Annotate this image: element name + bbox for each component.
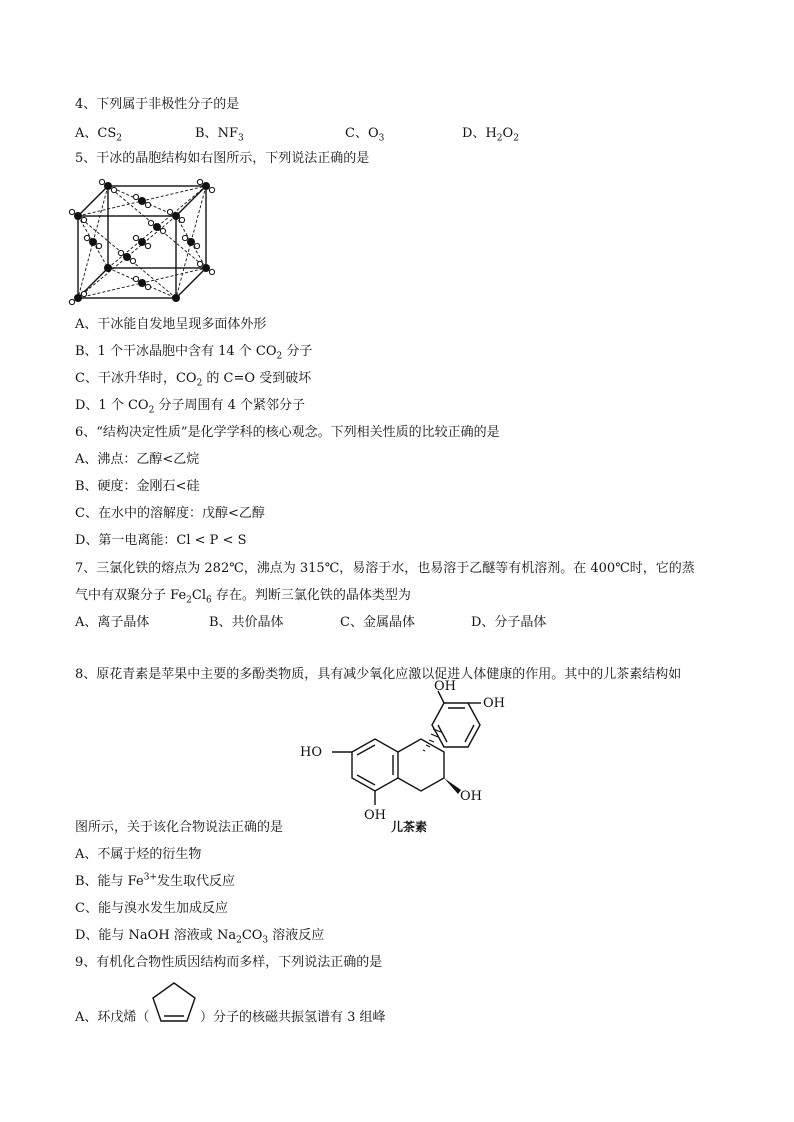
catechin-caption: 儿茶素 bbox=[391, 820, 428, 834]
q8-stem-line1: 8、原花青素是苹果中主要的多酚类物质，具有减少氧化应激以促进人体健康的作用。其中的儿茶素结构如 bbox=[75, 667, 682, 682]
q5-option-c: C、干冰升华时，$CO_2$ 的 C=O 受到破坏 bbox=[75, 371, 312, 389]
q7-stem-line2: 气中有双聚分子 $Fe_2Cl_6$ 存在。判断三氯化铁的晶体类型为 bbox=[75, 588, 411, 606]
q7-stem-line1: 7、三氯化铁的熔点为 282℃，沸点为 315℃，易溶于水，也易溶于乙醚等有机溶剂。在 400℃时，它的蒸 bbox=[75, 561, 695, 576]
q4-option-d: D、$H_2O_2$ bbox=[462, 126, 519, 144]
q7-option-d: D、分子晶体 bbox=[471, 615, 547, 630]
q4-option-b: B、$NF_3$ bbox=[195, 126, 244, 144]
q7-option-c: C、金属晶体 bbox=[340, 615, 415, 630]
q9-option-a-post: ）分子的核磁共振氢谱有 3 组峰 bbox=[200, 1010, 386, 1025]
q6-option-a: A、沸点：乙醇<乙烷 bbox=[75, 452, 200, 467]
oh-label-bottom: OH bbox=[364, 808, 386, 823]
q5-stem: 5、干冰的晶胞结构如右图所示，下列说法正确的是 bbox=[75, 151, 370, 166]
q4-option-a: A、$CS_2$ bbox=[75, 126, 122, 144]
oh-label-top: OH bbox=[434, 679, 456, 694]
q5-option-a: A、干冰能自发地呈现多面体外形 bbox=[75, 317, 267, 332]
q8-option-a: A、不属于烃的衍生物 bbox=[75, 847, 202, 862]
ho-label-left: HO bbox=[300, 745, 322, 760]
q6-stem: 6、“结构决定性质”是化学学科的核心观念。下列相关性质的比较正确的是 bbox=[75, 425, 500, 440]
dry-ice-unit-cell-figure bbox=[70, 178, 215, 303]
q9-option-a-pre: A、环戊烯（ bbox=[75, 1010, 150, 1025]
q8-option-b: B、能与 $Fe^{3+}$发生取代反应 bbox=[75, 872, 235, 889]
q9-stem: 9、有机化合物性质因结构而多样，下列说法正确的是 bbox=[75, 955, 383, 970]
q8-option-c: C、能与溴水发生加成反应 bbox=[75, 901, 228, 916]
oh-label-c3: OH bbox=[460, 789, 482, 804]
q5-option-d: D、1 个 $CO_2$ 分子周围有 4 个紧邻分子 bbox=[75, 398, 305, 416]
q6-option-c: C、在水中的溶解度：戊醇<乙醇 bbox=[75, 506, 265, 521]
cyclopentene-structure-icon bbox=[150, 980, 198, 1024]
q8-option-d: D、能与 NaOH 溶液或 $Na_2CO_3$ 溶液反应 bbox=[75, 928, 325, 946]
q8-stem-line2: 图所示，关于该化合物说法正确的是 bbox=[75, 820, 284, 835]
oh-label-right: OH bbox=[483, 696, 505, 711]
q4-option-c: C、$O_3$ bbox=[345, 126, 385, 144]
catechin-structure-figure bbox=[295, 679, 505, 835]
q7-option-b: B、共价晶体 bbox=[209, 615, 284, 630]
q6-option-d: D、第一电离能：Cl < P < S bbox=[75, 533, 247, 548]
q6-option-b: B、硬度：金刚石<硅 bbox=[75, 479, 200, 494]
q7-option-a: A、离子晶体 bbox=[75, 615, 150, 630]
q5-option-b: B、1 个干冰晶胞中含有 14 个 $CO_2$ 分子 bbox=[75, 344, 313, 362]
q4-stem: 4、下列属于非极性分子的是 bbox=[75, 97, 240, 112]
